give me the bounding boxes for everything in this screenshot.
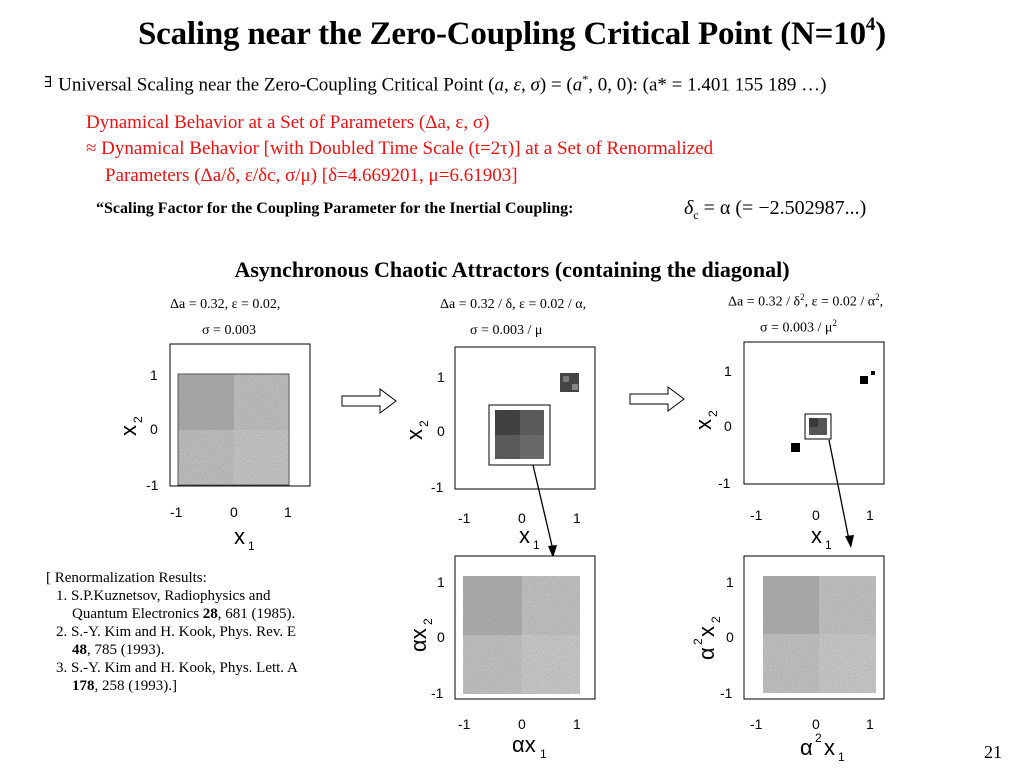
panel2-plot bbox=[402, 347, 595, 558]
exists-bullet-icon: ∃ bbox=[44, 75, 53, 92]
panel3-param-1c: , bbox=[879, 294, 884, 310]
title-main: Scaling near the Zero-Coupling Critical Point (N=10 bbox=[138, 16, 866, 52]
ref-1-journal: Quantum Electronics bbox=[72, 606, 203, 622]
panel5-x-label: α bbox=[800, 735, 813, 760]
ref-2-pages: , 785 (1993). bbox=[87, 642, 165, 658]
ref-3-line-b bbox=[46, 677, 346, 695]
attractors-subtitle: Asynchronous Chaotic Attractors (containing the diagonal) bbox=[234, 257, 790, 282]
panel5-plot bbox=[691, 556, 884, 764]
panel1-x-sub: 1 bbox=[248, 539, 255, 553]
panel1-x-label: x bbox=[234, 524, 245, 549]
dynamical-behavior-line-3: Parameters (Δa/δ, ε/δc, σ/μ) [δ=4.669201, μ=6.61903] bbox=[105, 165, 518, 186]
panel4-y-label: αx bbox=[406, 628, 431, 652]
panel5-x-sub: 1 bbox=[838, 750, 845, 764]
panel2-y-label: x bbox=[402, 429, 427, 440]
panel1-xtick-1: 1 bbox=[284, 504, 292, 520]
panel1-ytick-m1: -1 bbox=[146, 477, 159, 493]
panel4-attractor-noise bbox=[463, 576, 580, 694]
right-arrow-icon-1 bbox=[342, 389, 396, 413]
panel1-y-sub: 2 bbox=[131, 416, 145, 423]
panel1-ytick-0: 0 bbox=[150, 421, 158, 437]
panel3-xtick-0: 0 bbox=[812, 507, 820, 523]
right-arrow-icon-2 bbox=[630, 387, 684, 411]
ref-2-volume: 48 bbox=[72, 642, 87, 658]
panel1-attractor-noise bbox=[178, 374, 289, 485]
bullet-text-2: a, ε, σ bbox=[494, 74, 540, 96]
panel4-x-label: αx bbox=[512, 732, 536, 757]
formula-rest: = α (= −2.502987...) bbox=[698, 197, 867, 219]
bullet-text-3: ) = ( bbox=[539, 74, 573, 96]
panel2-xtick-1: 1 bbox=[573, 510, 581, 526]
panel4-x-sub: 1 bbox=[540, 747, 547, 761]
ref-1-pages: , 681 (1985). bbox=[217, 606, 296, 622]
panel3-param-2a: σ = 0.003 / μ bbox=[760, 320, 833, 336]
panel2-param-line-1: Δa = 0.32 / δ, ε = 0.02 / α, bbox=[440, 297, 587, 312]
panel3-ytick-1: 1 bbox=[724, 363, 732, 379]
panel5-y-label-b: x bbox=[694, 626, 719, 637]
ref-3-pages: , 258 (1993).] bbox=[94, 678, 177, 694]
panel3-param-1b: , ε = 0.02 / α bbox=[804, 294, 876, 310]
dynamical-behavior-line-1: Dynamical Behavior at a Set of Parameters (Δa, ε, σ) bbox=[86, 112, 490, 133]
bullet-text-5: , 0, 0): ( bbox=[588, 74, 649, 96]
panel3-x-sub: 1 bbox=[825, 538, 832, 552]
renormalization-references bbox=[46, 569, 346, 695]
panel3-attractor-dot-2 bbox=[871, 371, 875, 375]
ref-1-line-a: 1. S.P.Kuznetsov, Radiophysics and bbox=[56, 588, 271, 604]
panel4-plot bbox=[406, 556, 595, 761]
panel1-y-label: x bbox=[116, 425, 141, 436]
bullet-star: * bbox=[582, 72, 589, 86]
panel4-xtick-1: 1 bbox=[573, 716, 581, 732]
panel4-y-sub: 2 bbox=[421, 618, 435, 625]
panel5-ytick-1: 1 bbox=[726, 574, 734, 590]
ref-2-line-b bbox=[46, 641, 346, 659]
panel5-xtick-0: 0 bbox=[812, 716, 820, 732]
panel5-y-sub: 2 bbox=[709, 616, 723, 623]
panel3-x-label: x bbox=[811, 523, 822, 548]
panel3-param-sup-2: 2 bbox=[875, 292, 880, 302]
panel3-y-label: x bbox=[691, 419, 716, 430]
panel3-ytick-m1: -1 bbox=[718, 475, 731, 491]
title-end: ) bbox=[875, 16, 886, 52]
panel5-x-label-b: x bbox=[824, 735, 835, 760]
panel4-ytick-m1: -1 bbox=[431, 685, 444, 701]
panel5-ytick-0: 0 bbox=[726, 629, 734, 645]
ref-1-line-b bbox=[46, 605, 346, 623]
panel3-frame bbox=[744, 342, 884, 484]
panel3-zoom-arrow-icon bbox=[845, 535, 854, 548]
panel2-ytick-0: 0 bbox=[437, 423, 445, 439]
panel5-ytick-m1: -1 bbox=[720, 685, 733, 701]
bullet-text-6: a* = 1.401 155 189 …) bbox=[648, 74, 827, 96]
ref-3-line-a: 3. S.-Y. Kim and H. Kook, Phys. Lett. A bbox=[56, 660, 298, 676]
panel2-xtick-m1: -1 bbox=[458, 510, 471, 526]
panel2-xtick-0: 0 bbox=[518, 510, 526, 526]
panel1-param-line-2: σ = 0.003 bbox=[202, 323, 256, 338]
page-number: 21 bbox=[984, 742, 1002, 762]
panel2-x-sub: 1 bbox=[533, 538, 540, 552]
panel5-x-sup: 2 bbox=[815, 731, 822, 745]
title-exponent: 4 bbox=[865, 14, 876, 35]
panel1-param-line-1: Δa = 0.32, ε = 0.02, bbox=[170, 297, 281, 312]
ref-2-line-a: 2. S.-Y. Kim and H. Kook, Phys. Rev. E bbox=[56, 624, 297, 640]
panel3-plot bbox=[691, 342, 884, 552]
panel4-xtick-0: 0 bbox=[518, 716, 526, 732]
refs-header: [ Renormalization Results: bbox=[46, 570, 207, 586]
panel3-attractor-dot-1 bbox=[860, 376, 868, 384]
panel3-param-sup-3: 2 bbox=[832, 318, 837, 328]
panel3-param-1a: Δa = 0.32 / δ bbox=[728, 294, 801, 310]
dynamical-behavior-line-2: ≈ Dynamical Behavior [with Doubled Time Scale (t=2τ)] at a Set of Renormalized bbox=[86, 138, 714, 159]
panel2-ytick-m1: -1 bbox=[431, 479, 444, 495]
panel5-y-sup: 2 bbox=[691, 638, 705, 645]
formula-delta: δ bbox=[684, 197, 694, 219]
scaling-factor-quote: “Scaling Factor for the Coupling Parameter for the Inertial Coupling: bbox=[96, 200, 574, 217]
panel1-ytick-1: 1 bbox=[150, 367, 158, 383]
panel1-xtick-0: 0 bbox=[230, 504, 238, 520]
panel2-ytick-1: 1 bbox=[437, 369, 445, 385]
panel5-y-label: α bbox=[694, 647, 719, 660]
panel5-attractor-noise bbox=[763, 576, 876, 693]
panel3-attractor-dot-3 bbox=[791, 443, 800, 452]
ref-1-volume: 28 bbox=[202, 606, 218, 622]
panel2-param-line-2: σ = 0.003 / μ bbox=[470, 323, 543, 338]
panel3-ytick-0: 0 bbox=[724, 418, 732, 434]
panel4-ytick-0: 0 bbox=[437, 629, 445, 645]
bullet-text-4: a bbox=[572, 74, 583, 96]
panel4-ytick-1: 1 bbox=[437, 574, 445, 590]
panel3-xtick-m1: -1 bbox=[750, 507, 763, 523]
panel2-y-sub: 2 bbox=[417, 420, 431, 427]
formula-sub: c bbox=[693, 208, 699, 222]
ref-3-volume: 178 bbox=[72, 678, 95, 694]
bullet-text-1: Universal Scaling near the Zero-Coupling Critical Point ( bbox=[58, 74, 495, 96]
panel3-xtick-1: 1 bbox=[866, 507, 874, 523]
panel5-xtick-m1: -1 bbox=[750, 716, 763, 732]
panel1-xtick-m1: -1 bbox=[170, 504, 183, 520]
panel2-x-label: x bbox=[519, 523, 530, 548]
panel1-plot bbox=[116, 344, 310, 553]
panel4-xtick-m1: -1 bbox=[458, 716, 471, 732]
panel5-xtick-1: 1 bbox=[866, 716, 874, 732]
panel3-param-sup-1: 2 bbox=[800, 292, 805, 302]
panel3-y-sub: 2 bbox=[706, 410, 720, 417]
